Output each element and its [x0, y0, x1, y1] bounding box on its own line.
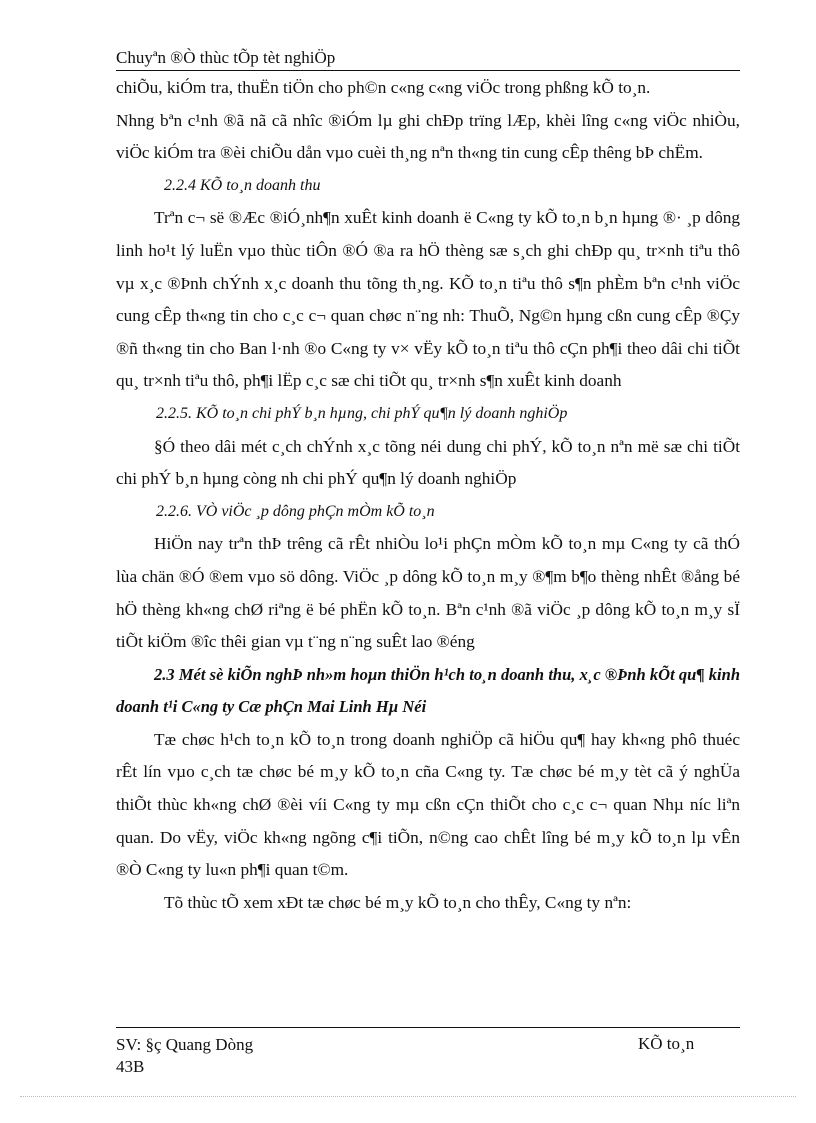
heading-2-2-5: 2.2.5. KÕ to¸n chi phÝ b¸n hµng, chi phÝ qu¶n lý doanh nghiÖp: [156, 404, 568, 422]
footer-rule: [116, 1027, 740, 1028]
footer-class: 43B: [116, 1057, 145, 1076]
paragraph-conclusion: Tõ thùc tÕ xem xÐt tæ chøc bé m¸y kÕ to¸n cho thÊy, C«ng ty nªn:: [164, 892, 632, 912]
paragraph-software: HiÖn nay trªn thÞ trêng cã rÊt nhiÒu lo¹i phÇn mÒm kÕ to¸n mµ C«ng ty cã thÓ lùa chän ®Ó ®em vµo sö dông. ViÖc ¸p dông kÕ to¸n m¸y ®¶m b¶o thèng nhÊt ®ång bé hÖ thèng kh«ng chØ riªng ë bé phËn kÕ to¸n. Bªn c¹nh ®ã viÖc ¸p dông kÕ to¸n m¸y sÏ tiÕt kiÖm ®îc thêi gian vµ t¨ng n¨ng suÊt lao ®éng: [116, 534, 740, 652]
page-header: Chuyªn ®Ò thùc tÕp tèt nghiÖp: [116, 48, 336, 67]
header-rule: [116, 70, 740, 71]
heading-2-2-6: 2.2.6. VÒ viÖc ¸p dông phÇn mÒm kÕ to¸n: [156, 502, 435, 520]
heading-2-2-4: 2.2.4 KÕ to¸n doanh thu: [164, 176, 321, 194]
document-body: [116, 72, 740, 919]
paragraph-revenue: Trªn c¬ së ®Æc ®iÓ¸nh¶n xuÊt kinh doanh ë C«ng ty kÕ to¸n b¸n hµng ®· ¸p dông linh ho¹t lý luËn vµo thùc tiÔn ®Ó ®a ra hÖ thèng sæ s¸ch ghi chÐp qu¸ tr×nh tiªu thô vµ x¸c ®Þnh chÝnh x¸c doanh thu tõng th¸ng. KÕ to¸n tiªu thô s¶n phÈm bªn c¹nh viÖc cung cÊp th«ng tin cho c¸c c¬ quan chøc n¨ng nh: ThuÕ, Ng©n hµng cßn cung cÊp ®Çy ®ñ th«ng tin cho Ban l·nh ®o C«ng ty v× vËy kÕ to¸n tiªu thô cÇn ph¶i theo dâi chi tiÕt qu¸ tr×nh tiªu thô, ph¶i lËp c¸c sæ chi tiÕt qu¸ tr×nh s¶n xuÊt kinh doanh: [116, 208, 740, 391]
footer-student-name: SV: §ç Quang Dòng: [116, 1035, 254, 1054]
heading-2-3: 2.3 Mét sè kiÕn nghÞ nh»m hoµn thiÖn h¹ch to¸n doanh thu, x¸c ®Þnh kÕt qu¶ kinh doanh t¹i C«ng ty Cæ phÇn Mai Linh Hµ Néi: [116, 664, 740, 717]
paragraph-continuation: chiÕu, kiÓm tra, thuËn tiÖn cho ph©n c«ng c«ng viÖc trong phßng kÕ to¸n.: [116, 78, 651, 97]
paragraph-organization: Tæ chøc h¹ch to¸n kÕ to¸n trong doanh nghiÖp cã hiÖu qu¶ hay kh«ng phô thuéc rÊt lín vµo c¸ch tæ chøc bé m¸y kÕ to¸n cña C«ng ty. Tæ chøc bé m¸y tèt cã ý nghÜa thiÕt thùc kh«ng chØ ®èi víi C«ng ty mµ cßn cÇn thiÕt cho c¸c c¬ quan Nhµ níc liªn quan. Do vËy, viÖc kh«ng ngõng c¶i tiÕn, n©ng cao chÊt lîng bé m¸y kÕ to¸n lµ vÊn ®Ò C«ng ty lu«n ph¶i quan t©m.: [116, 729, 740, 880]
paragraph-expenses: §Ó theo dâi mét c¸ch chÝnh x¸c tõng néi dung chi phÝ, kÕ to¸n nªn më sæ chi tiÕt chi phÝ b¸n hµng còng nh chi phÝ qu¶n lý doanh nghiÖp: [116, 436, 740, 489]
paragraph-disadvantage: Nhng bªn c¹nh ®ã nã cã nhîc ®iÓm lµ ghi chÐp trïng lÆp, khèi lîng c«ng viÖc nhiÒu, viÖc kiÓm tra ®èi chiÕu dån vµo cuèi th¸ng nªn th«ng tin cung cÊp thêng bÞ chËm.: [116, 110, 740, 163]
footer-student: [116, 1034, 253, 1078]
footer-department: KÕ to¸n: [638, 1034, 695, 1053]
page-break-dots: [20, 1096, 796, 1097]
